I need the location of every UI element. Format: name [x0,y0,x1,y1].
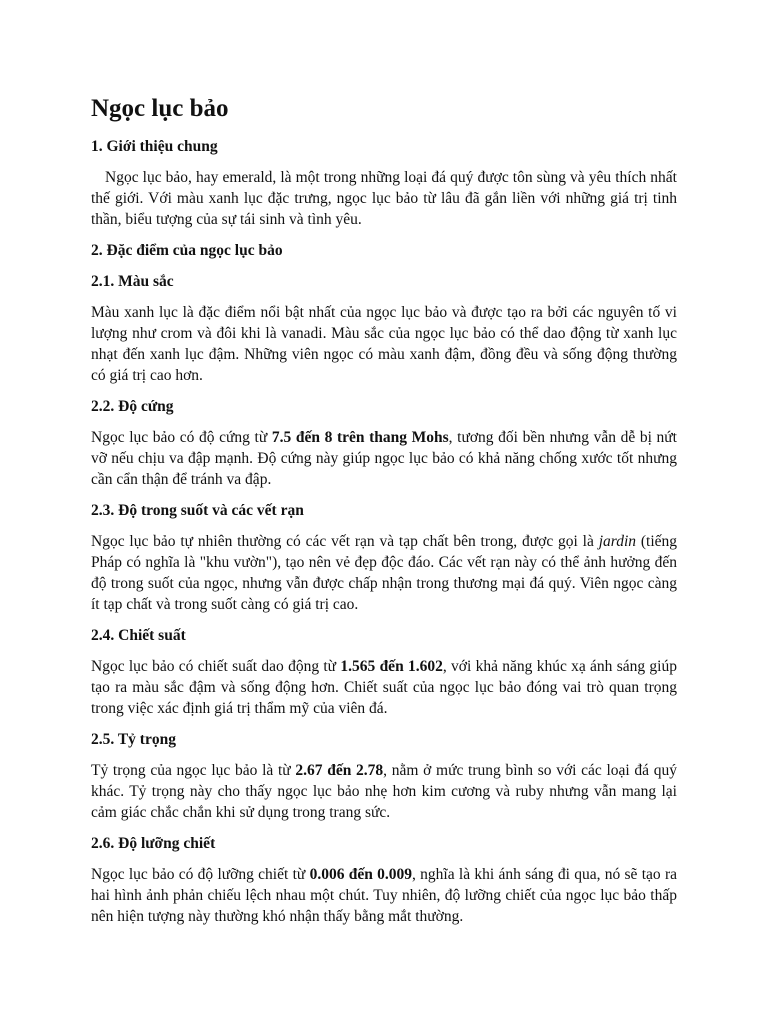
hardness-paragraph [91,427,677,490]
density-text-pre: Tỷ trọng của ngọc lục bảo là từ [91,762,296,779]
subsection-heading-hardness: 2.2. Độ cứng [91,398,174,415]
density-paragraph [91,760,677,823]
birefringence-paragraph [91,864,677,927]
density-text-post: , nằm ở mức trung bình so với các loại đá quý khác. Tỷ trọng này cho thấy ngọc lục bảo nhẹ hơn kim cương và ruby nhưng vẫn mang lại cảm giác chắc chắn khi sử dụng trong trang sức. [91,762,677,821]
clarity-term: jardin [598,533,637,550]
hardness-text-post: , tương đối bền nhưng vẫn dễ bị nứt vỡ nếu chịu va đập mạnh. Độ cứng này giúp ngọc lục bảo có khả năng chống xước tốt nhưng cần cẩn thận để tránh va đập. [91,429,677,488]
subsection-heading-density: 2.5. Tỷ trọng [91,731,176,748]
subsection-heading-color: 2.1. Màu sắc [91,273,174,290]
section-heading-characteristics: 2. Đặc điểm của ngọc lục bảo [91,242,283,259]
hardness-text-pre: Ngọc lục bảo có độ cứng từ [91,429,272,446]
hardness-value: 7.5 đến 8 trên thang Mohs [271,429,449,446]
intro-paragraph: Ngọc lục bảo, hay emerald, là một trong những loại đá quý được tôn sùng và yêu thích nhất thế giới. Với màu xanh lục đặc trưng, ngọc lục bảo từ lâu đã gắn liền với những giá trị tinh thần, biểu tượng của sự tái sinh và tình yêu. [91,169,677,228]
refractive-index-paragraph [91,656,677,719]
document-body [91,94,677,937]
clarity-paragraph [91,531,677,615]
birefringence-text-post: , nghĩa là khi ánh sáng đi qua, nó sẽ tạo ra hai hình ảnh phản chiếu lệch nhau một chút. Tuy nhiên, độ lưỡng chiết của ngọc lục bảo thấp nên hiện tượng này thường khó nhận thấy bằng mắt thường. [91,866,677,925]
subsection-heading-birefringence: 2.6. Độ lưỡng chiết [91,835,216,852]
clarity-text-pre: Ngọc lục bảo tự nhiên thường có các vết rạn và tạp chất bên trong, được gọi là [91,533,599,550]
clarity-text-post: (tiếng Pháp có nghĩa là "khu vườn"), tạo nên vẻ đẹp độc đáo. Các vết rạn này có thể ảnh hưởng đến độ trong suốt của ngọc, nhưng vẫn được chấp nhận trong thương mại đá quý. Viên ngọc càng ít tạp chất và trong suốt càng có giá trị cao. [91,533,677,613]
birefringence-value: 0.006 đến 0.009 [309,866,413,883]
refractive-index-text-post: , với khả năng khúc xạ ánh sáng giúp tạo ra màu sắc đậm và sống động hơn. Chiết suất của ngọc lục bảo đóng vai trò quan trọng trong việc xác định giá trị thẩm mỹ của viên đá. [91,658,677,717]
section-heading-intro: 1. Giới thiệu chung [91,138,218,155]
subsection-heading-refractive-index: 2.4. Chiết suất [91,627,186,644]
refractive-index-text-pre: Ngọc lục bảo có chiết suất dao động từ [91,658,341,675]
density-value: 2.67 đến 2.78 [295,762,384,779]
page-title: Ngọc lục bảo [91,95,229,122]
subsection-heading-clarity: 2.3. Độ trong suốt và các vết rạn [91,502,304,519]
color-paragraph: Màu xanh lục là đặc điểm nổi bật nhất của ngọc lục bảo và được tạo ra bởi các nguyên tố vi lượng như crom và đôi khi là vanadi. Màu sắc của ngọc lục bảo có thể dao động từ xanh lục nhạt đến xanh lục đậm. Những viên ngọc có màu xanh đậm, đồng đều và sống động thường có giá trị cao hơn. [91,304,677,384]
birefringence-text-pre: Ngọc lục bảo có độ lưỡng chiết từ [91,866,310,883]
refractive-index-value: 1.565 đến 1.602 [340,658,443,675]
